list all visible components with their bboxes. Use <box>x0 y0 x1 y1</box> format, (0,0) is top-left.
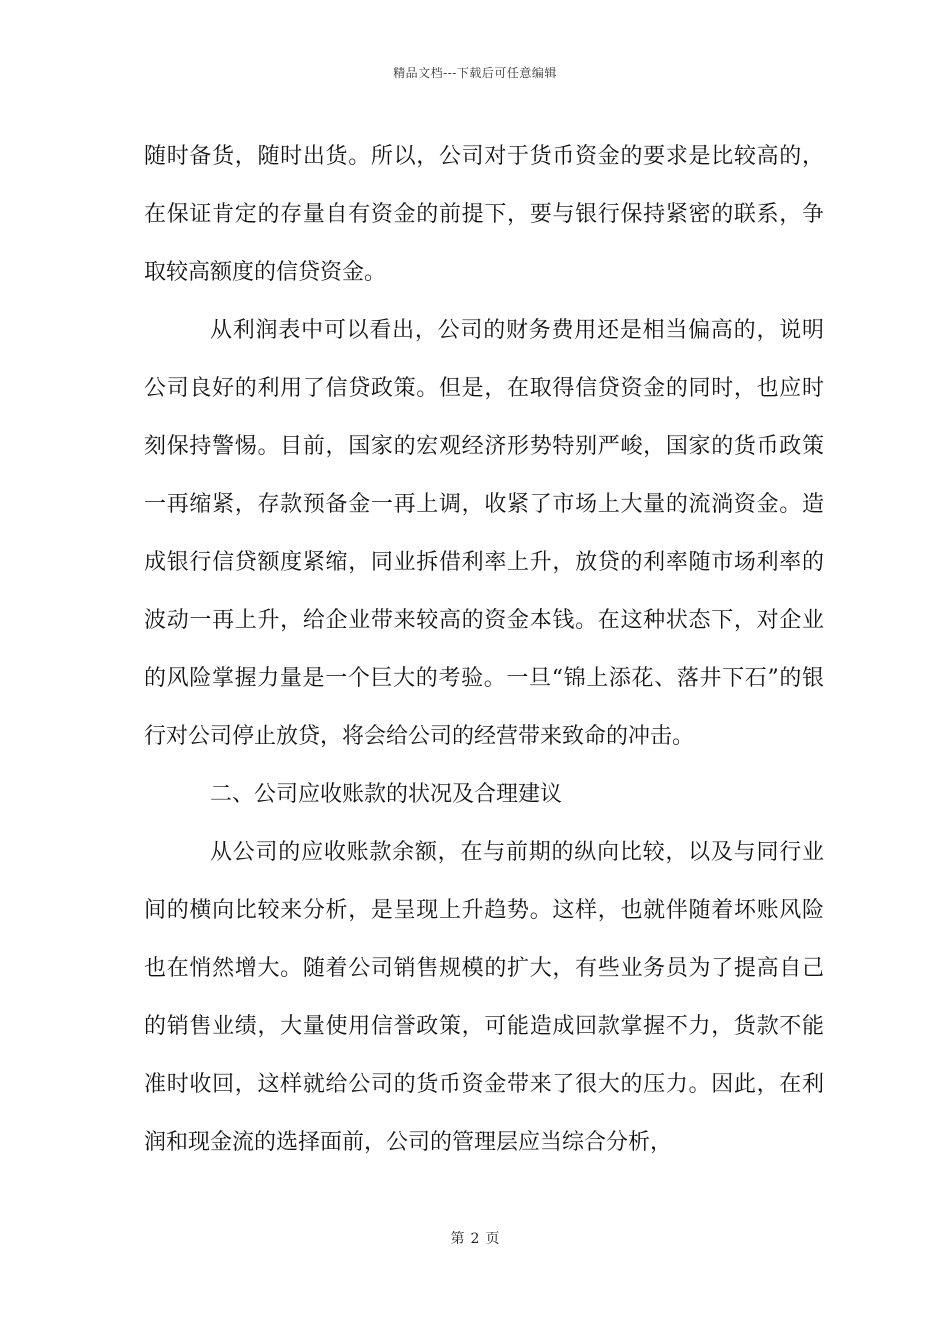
paragraph-cash-requirement: 随时备货，随时出货。所以，公司对于货币资金的要求是比较高的，在保证肯定的存量自有资金的前提下，要与银行保持紧密的联系，争取较高额度的信贷资金。 <box>144 144 824 285</box>
page-number-prefix: 第 <box>450 1231 465 1247</box>
section-heading-receivables: 二、公司应收账款的状况及合理建议 <box>210 782 563 807</box>
page-footer <box>0 1228 950 1248</box>
paragraph-financial-expenses: 从利润表中可以看出，公司的财务费用还是相当偏高的，说明公司良好的利用了信贷政策。但是，在取得信贷资金的同时，也应时刻保持警惕。目前，国家的宏观经济形势特别严峻，国家的货币政策一再缩紧，存款预备金一再上调，收紧了市场上大量的流淌资金。造成银行信贷额度紧缩，同业拆借利率上升，放贷的利率随市场利率的波动一再上升，给企业带来较高的资金本钱。在这种状态下，对企业的风险掌握力量是一个巨大的考验。一旦“锦上添花、落井下石”的银行对公司停止放贷，将会给公司的经营带来致命的冲击。 <box>144 318 824 749</box>
page-number: 2 <box>470 1231 480 1247</box>
document-body <box>144 128 824 1172</box>
page-number-suffix: 页 <box>485 1231 500 1247</box>
paragraph-receivables-analysis: 从公司的应收账款余额，在与前期的纵向比较，以及与同行业间的横向比较来分析，是呈现上升趋势。这样，也就伴随着坏账风险也在悄然增大。随着公司销售规模的扩大，有些业务员为了提高自己的销售业绩，大量使用信誉政策，可能造成回款掌握不力，货款不能准时收回，这样就给公司的货币资金带来了很大的压力。因此，在利润和现金流的选择面前，公司的管理层应当综合分析， <box>144 840 824 1155</box>
page-header: 精品文档---下载后可任意编辑 <box>393 66 557 80</box>
